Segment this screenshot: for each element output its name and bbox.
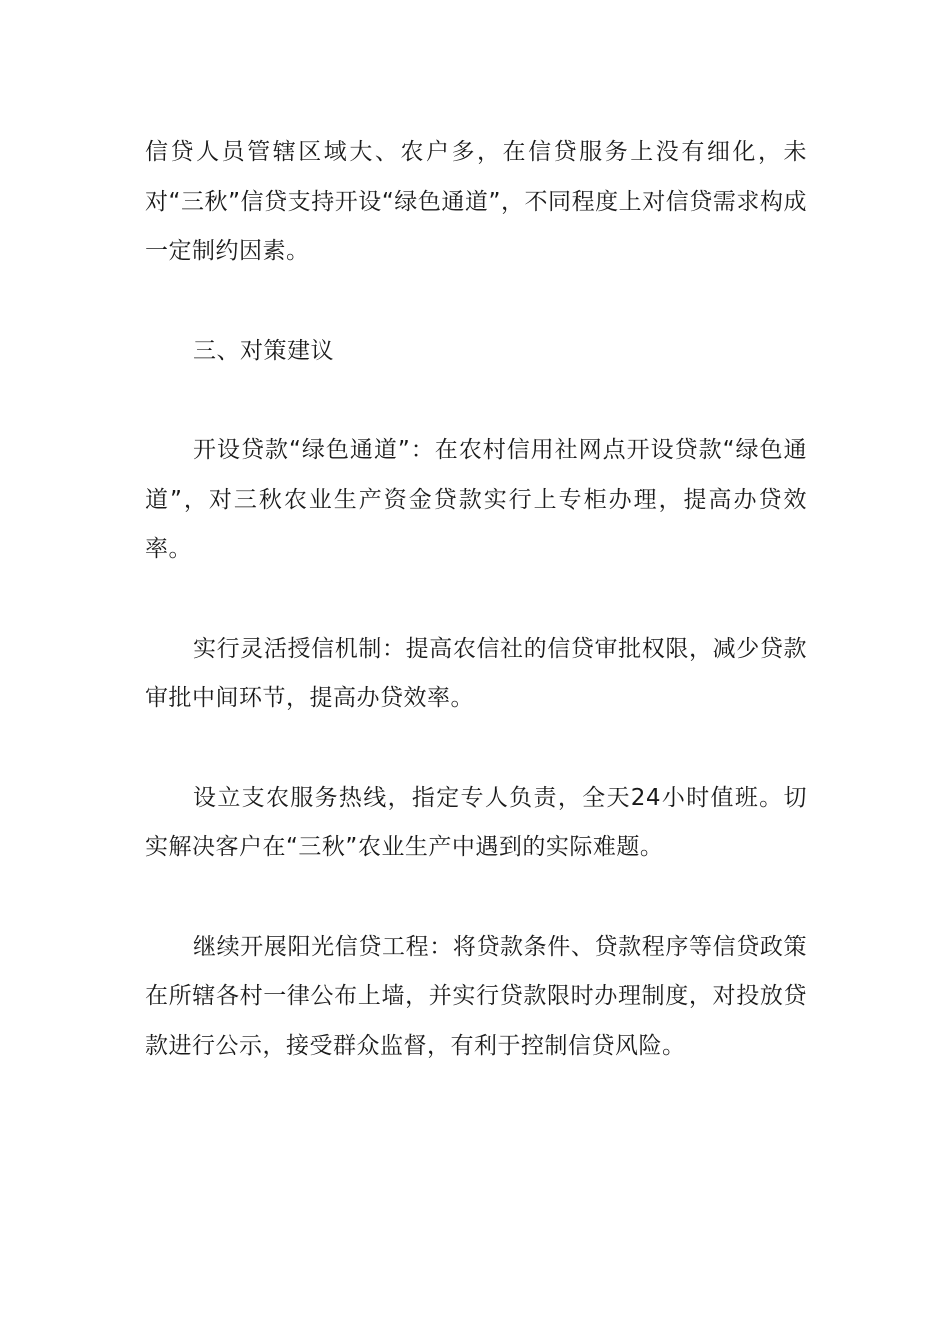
section-heading-countermeasures: 三、对策建议: [193, 337, 334, 364]
paragraph-credit-constraints: 信贷人员管辖区域大、农户多，在信贷服务上没有细化，未对“三秋”信贷支持开设“绿色通道”，不同程度上对信贷需求构成一定制约因素。: [145, 139, 807, 264]
paragraph-flexible-credit: 实行灵活授信机制：提高农信社的信贷审批权限，减少贷款审批中间环节，提高办贷效率。: [145, 635, 807, 711]
document-body: [145, 128, 807, 1071]
paragraph-green-channel: 开设贷款“绿色通道”：在农村信用社网点开设贷款“绿色通道”，对三秋农业生产资金贷款实行上专柜办理，提高办贷效率。: [145, 437, 807, 562]
paragraph-sunshine-credit: 继续开展阳光信贷工程：将贷款条件、贷款程序等信贷政策在所辖各村一律公布上墙，并实行贷款限时办理制度，对投放贷款进行公示，接受群众监督，有利于控制信贷风险。: [145, 933, 807, 1059]
paragraph-service-hotline: 设立支农服务热线，指定专人负责，全天24小时值班。切实解决客户在“三秋”农业生产中遇到的实际难题。: [145, 784, 807, 860]
